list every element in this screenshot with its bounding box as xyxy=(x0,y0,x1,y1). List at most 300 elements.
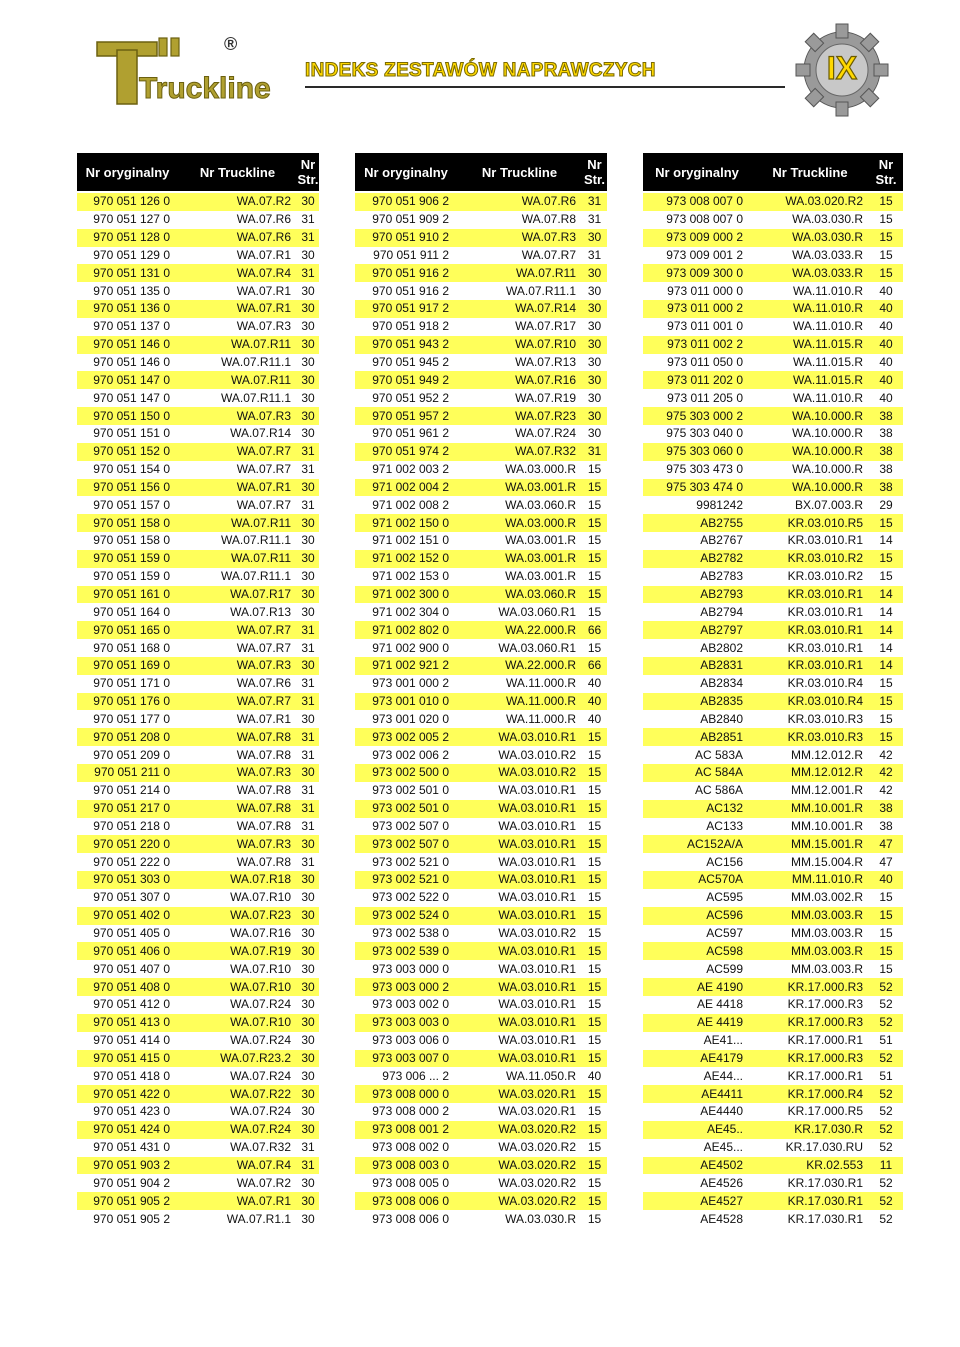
truckline-number-cell: WA.03.020.R2 xyxy=(457,1174,582,1192)
truckline-number-cell: WA.07.R1 xyxy=(178,247,297,265)
truckline-number-cell: WA.07.R2 xyxy=(178,1174,297,1192)
original-number-cell: 970 051 423 0 xyxy=(77,1103,178,1121)
table-row xyxy=(77,479,319,497)
table-row xyxy=(77,532,319,550)
table-row xyxy=(355,657,607,675)
table-row xyxy=(643,407,903,425)
table-row xyxy=(643,192,903,211)
truckline-number-cell: WA.11.010.R xyxy=(751,282,869,300)
table-row xyxy=(355,514,607,532)
original-number-cell: 973 003 003 0 xyxy=(355,1014,457,1032)
page-number-cell: 30 xyxy=(582,318,607,336)
truckline-number-cell: WA.10.000.R xyxy=(751,425,869,443)
index-column-3 xyxy=(643,153,903,1228)
truckline-number-cell: MM.03.003.R xyxy=(751,907,869,925)
truckline-number-cell: WA.03.010.R2 xyxy=(457,746,582,764)
page-number-cell: 15 xyxy=(582,996,607,1014)
truckline-number-cell: WA.07.R14 xyxy=(178,425,297,443)
truckline-number-cell: WA.03.010.R1 xyxy=(457,800,582,818)
original-number-cell: 970 051 171 0 xyxy=(77,675,178,693)
page-number-cell: 15 xyxy=(869,925,903,943)
table-row xyxy=(77,925,319,943)
truckline-number-cell: KR.17.030.RU xyxy=(751,1139,869,1157)
page-number-cell: 30 xyxy=(297,889,319,907)
original-number-cell: 973 002 006 2 xyxy=(355,746,457,764)
original-number-cell: 970 051 905 2 xyxy=(77,1210,178,1228)
truckline-number-cell: KR.03.010.R3 xyxy=(751,728,869,746)
page-number-cell: 40 xyxy=(869,336,903,354)
page-number-cell: 40 xyxy=(869,389,903,407)
table-row xyxy=(643,657,903,675)
table-row xyxy=(643,800,903,818)
truckline-number-cell: WA.03.060.R xyxy=(457,586,582,604)
truckline-number-cell: WA.03.010.R1 xyxy=(457,853,582,871)
truckline-number-cell: WA.03.010.R1 xyxy=(457,942,582,960)
table-row xyxy=(643,282,903,300)
original-number-cell: 970 051 918 2 xyxy=(355,318,457,336)
page-number-cell: 15 xyxy=(582,960,607,978)
truckline-number-cell: WA.07.R11 xyxy=(178,550,297,568)
truckline-number-cell: MM.15.004.R xyxy=(751,853,869,871)
page-number-cell: 15 xyxy=(582,1103,607,1121)
page-number-cell: 30 xyxy=(582,354,607,372)
truckline-number-cell: WA.07.R10 xyxy=(178,1014,297,1032)
truckline-logo xyxy=(95,36,271,108)
original-number-cell: 973 008 002 0 xyxy=(355,1139,457,1157)
table-row xyxy=(355,853,607,871)
original-number-cell: AC152A/A xyxy=(643,835,751,853)
truckline-number-cell: KR.17.000.R5 xyxy=(751,1103,869,1121)
truckline-number-cell: WA.03.001.R xyxy=(457,550,582,568)
page-number-cell: 38 xyxy=(869,443,903,461)
truckline-number-cell: KR.17.000.R1 xyxy=(751,1032,869,1050)
table-row xyxy=(643,764,903,782)
truckline-number-cell: WA.07.R14 xyxy=(457,300,582,318)
page-number-cell: 30 xyxy=(297,978,319,996)
table-row xyxy=(77,211,319,229)
original-number-cell: 970 051 159 0 xyxy=(77,568,178,586)
original-number-cell: AC 584A xyxy=(643,764,751,782)
page-number-cell: 40 xyxy=(869,282,903,300)
truckline-number-cell: KR.17.000.R4 xyxy=(751,1085,869,1103)
table-row xyxy=(77,568,319,586)
table-row xyxy=(643,639,903,657)
table-row xyxy=(355,300,607,318)
page-number-cell: 38 xyxy=(869,461,903,479)
truckline-number-cell: WA.03.010.R1 xyxy=(457,907,582,925)
truckline-number-cell: WA.07.R11 xyxy=(178,514,297,532)
table-row xyxy=(355,1174,607,1192)
page-number-cell: 30 xyxy=(582,389,607,407)
original-number-cell: 970 051 176 0 xyxy=(77,693,178,711)
truckline-number-cell: WA.07.R3 xyxy=(178,764,297,782)
table-row xyxy=(643,835,903,853)
truckline-number-cell: WA.10.000.R xyxy=(751,479,869,497)
original-number-cell: 970 051 412 0 xyxy=(77,996,178,1014)
table-row xyxy=(643,925,903,943)
truckline-number-cell: WA.03.033.R xyxy=(751,264,869,282)
truckline-number-cell: WA.07.R6 xyxy=(178,675,297,693)
page-number-cell: 31 xyxy=(297,800,319,818)
original-number-cell: AC132 xyxy=(643,800,751,818)
truckline-number-cell: WA.07.R24 xyxy=(178,1032,297,1050)
truckline-number-cell: WA.07.R23 xyxy=(178,907,297,925)
table-row xyxy=(643,300,903,318)
page-number-cell: 40 xyxy=(582,1067,607,1085)
page-number-cell: 30 xyxy=(297,425,319,443)
truckline-number-cell: MM.03.002.R xyxy=(751,889,869,907)
table-row xyxy=(355,1014,607,1032)
table-row xyxy=(355,1210,607,1228)
table-row xyxy=(643,782,903,800)
truckline-number-cell: KR.17.000.R3 xyxy=(751,1050,869,1068)
page-number-cell: 15 xyxy=(869,942,903,960)
page-number-cell: 15 xyxy=(582,835,607,853)
original-number-cell: 973 002 521 0 xyxy=(355,853,457,871)
original-number-cell: 970 051 222 0 xyxy=(77,853,178,871)
table-row xyxy=(643,247,903,265)
page-number-cell: 11 xyxy=(869,1157,903,1175)
page-number-cell: 30 xyxy=(297,479,319,497)
page-number-cell: 42 xyxy=(869,746,903,764)
truckline-number-cell: WA.07.R7 xyxy=(178,621,297,639)
original-number-cell: 970 051 431 0 xyxy=(77,1139,178,1157)
page-number-cell: 52 xyxy=(869,1174,903,1192)
page-number-cell: 30 xyxy=(297,710,319,728)
original-number-cell: AE4526 xyxy=(643,1174,751,1192)
page-number-cell: 29 xyxy=(869,496,903,514)
page-header xyxy=(0,0,960,140)
truckline-number-cell: WA.03.030.R xyxy=(751,229,869,247)
page-number-cell: 15 xyxy=(582,978,607,996)
table-row xyxy=(355,389,607,407)
original-number-cell: AB2834 xyxy=(643,675,751,693)
page-number-cell: 38 xyxy=(869,407,903,425)
original-number-cell: AB2793 xyxy=(643,586,751,604)
truckline-number-cell: WA.07.R1 xyxy=(178,710,297,728)
original-number-cell: 973 002 539 0 xyxy=(355,942,457,960)
truckline-number-cell: KR.03.010.R5 xyxy=(751,514,869,532)
original-number-cell: AE45.. xyxy=(643,1121,751,1139)
truckline-number-cell: WA.03.001.R xyxy=(457,568,582,586)
table-row xyxy=(77,300,319,318)
table-row xyxy=(77,336,319,354)
truckline-number-cell: WA.07.R10 xyxy=(178,978,297,996)
index-table-2 xyxy=(355,153,607,1228)
original-number-cell: 970 051 414 0 xyxy=(77,1032,178,1050)
truckline-number-cell: MM.03.003.R xyxy=(751,960,869,978)
truckline-number-cell: WA.07.R6 xyxy=(457,192,582,211)
page-number-cell: 31 xyxy=(297,639,319,657)
page-number-cell: 30 xyxy=(297,1085,319,1103)
page-number-cell: 14 xyxy=(869,603,903,621)
table-row xyxy=(355,603,607,621)
original-number-cell: 971 002 921 2 xyxy=(355,657,457,675)
original-number-cell: 970 051 128 0 xyxy=(77,229,178,247)
original-number-cell: 970 051 405 0 xyxy=(77,925,178,943)
page-number-cell: 52 xyxy=(869,1210,903,1228)
truckline-number-cell: WA.03.030.R xyxy=(751,211,869,229)
table-row xyxy=(643,710,903,728)
original-number-cell: AC 583A xyxy=(643,746,751,764)
header-page-number: Nr Str. xyxy=(869,153,903,192)
page-number-cell: 30 xyxy=(297,907,319,925)
truckline-number-cell: WA.03.020.R2 xyxy=(457,1139,582,1157)
table-row xyxy=(77,764,319,782)
original-number-cell: 970 051 146 0 xyxy=(77,354,178,372)
original-number-cell: 970 051 154 0 xyxy=(77,461,178,479)
original-number-cell: 973 002 521 0 xyxy=(355,871,457,889)
truckline-number-cell: WA.22.000.R xyxy=(457,621,582,639)
table-row xyxy=(77,907,319,925)
truckline-number-cell: KR.17.030.R1 xyxy=(751,1210,869,1228)
truckline-number-cell: WA.07.R7 xyxy=(178,461,297,479)
original-number-cell: 970 051 177 0 xyxy=(77,710,178,728)
truckline-number-cell: WA.07.R8 xyxy=(178,818,297,836)
page-number-cell: 15 xyxy=(582,889,607,907)
page-number-cell: 31 xyxy=(297,264,319,282)
page-number-cell: 15 xyxy=(582,818,607,836)
table-row xyxy=(355,942,607,960)
page-number-cell: 15 xyxy=(582,1192,607,1210)
original-number-cell: 970 051 909 2 xyxy=(355,211,457,229)
table-row xyxy=(355,889,607,907)
truckline-number-cell: WA.03.020.R2 xyxy=(457,1157,582,1175)
truckline-number-cell: WA.03.020.R1 xyxy=(457,1103,582,1121)
page-number-cell: 15 xyxy=(869,514,903,532)
table-row xyxy=(355,282,607,300)
table-row xyxy=(355,1050,607,1068)
original-number-cell: 973 008 006 0 xyxy=(355,1192,457,1210)
truckline-number-cell: WA.07.R23 xyxy=(457,407,582,425)
original-number-cell: 970 051 165 0 xyxy=(77,621,178,639)
page-number-cell: 31 xyxy=(297,853,319,871)
truckline-number-cell: WA.07.R19 xyxy=(178,942,297,960)
truckline-number-cell: WA.07.R6 xyxy=(178,229,297,247)
truckline-number-cell: WA.03.010.R1 xyxy=(457,960,582,978)
original-number-cell: 970 051 303 0 xyxy=(77,871,178,889)
table-row xyxy=(77,871,319,889)
truckline-number-cell: WA.07.R8 xyxy=(178,728,297,746)
page-number-cell: 30 xyxy=(297,1103,319,1121)
page-number-cell: 15 xyxy=(582,764,607,782)
original-number-cell: AE4411 xyxy=(643,1085,751,1103)
table-row xyxy=(643,693,903,711)
truckline-number-cell: WA.03.010.R1 xyxy=(457,978,582,996)
table-row xyxy=(77,514,319,532)
original-number-cell: AE44... xyxy=(643,1067,751,1085)
table-row xyxy=(77,675,319,693)
original-number-cell: 975 303 060 0 xyxy=(643,443,751,461)
table-row xyxy=(77,496,319,514)
page-number-cell: 14 xyxy=(869,532,903,550)
page-number-cell: 40 xyxy=(869,354,903,372)
page-number-cell: 30 xyxy=(297,532,319,550)
table-row xyxy=(77,1121,319,1139)
truckline-number-cell: MM.12.012.R xyxy=(751,746,869,764)
truckline-number-cell: WA.11.010.R xyxy=(751,389,869,407)
page-number-cell: 30 xyxy=(297,1067,319,1085)
table-row xyxy=(77,282,319,300)
table-row xyxy=(77,657,319,675)
original-number-cell: AB2802 xyxy=(643,639,751,657)
original-number-cell: 973 002 524 0 xyxy=(355,907,457,925)
original-number-cell: AB2783 xyxy=(643,568,751,586)
original-number-cell: AC599 xyxy=(643,960,751,978)
truckline-number-cell: WA.03.010.R1 xyxy=(457,782,582,800)
table-row xyxy=(77,818,319,836)
page-number-cell: 30 xyxy=(297,871,319,889)
truckline-number-cell: WA.07.R8 xyxy=(178,853,297,871)
table-row xyxy=(643,942,903,960)
page-number-cell: 15 xyxy=(582,479,607,497)
page-number-cell: 30 xyxy=(297,942,319,960)
truckline-number-cell: WA.03.020.R2 xyxy=(457,1192,582,1210)
page-number-cell: 38 xyxy=(869,818,903,836)
page-number-cell: 31 xyxy=(297,746,319,764)
table-row xyxy=(643,1050,903,1068)
table-row xyxy=(643,211,903,229)
truckline-number-cell: WA.07.R8 xyxy=(178,800,297,818)
table-row xyxy=(355,978,607,996)
table-row xyxy=(643,978,903,996)
table-row xyxy=(355,782,607,800)
index-column-1 xyxy=(77,153,319,1228)
original-number-cell: AB2755 xyxy=(643,514,751,532)
page-number-cell: 30 xyxy=(297,996,319,1014)
page-number-cell: 31 xyxy=(297,728,319,746)
truckline-number-cell: WA.03.000.R xyxy=(457,461,582,479)
truckline-number-cell: WA.07.R10 xyxy=(457,336,582,354)
truckline-number-cell: WA.07.R16 xyxy=(457,371,582,389)
original-number-cell: 971 002 153 0 xyxy=(355,568,457,586)
page-number-cell: 30 xyxy=(297,300,319,318)
table-row xyxy=(355,425,607,443)
page-number-cell: 15 xyxy=(869,229,903,247)
truckline-number-cell: WA.07.R1.1 xyxy=(178,1210,297,1228)
original-number-cell: 973 002 500 0 xyxy=(355,764,457,782)
page-number-cell: 30 xyxy=(297,192,319,211)
page-number-cell: 52 xyxy=(869,1192,903,1210)
table-row xyxy=(355,1157,607,1175)
original-number-cell: AE41... xyxy=(643,1032,751,1050)
original-number-cell: 970 051 916 2 xyxy=(355,264,457,282)
original-number-cell: 970 051 307 0 xyxy=(77,889,178,907)
table-row xyxy=(355,746,607,764)
header-truckline-number: Nr Truckline xyxy=(178,153,297,192)
original-number-cell: 970 051 917 2 xyxy=(355,300,457,318)
page-number-cell: 52 xyxy=(869,1139,903,1157)
original-number-cell: 970 051 208 0 xyxy=(77,728,178,746)
page-number-cell: 15 xyxy=(582,586,607,604)
header-truckline-number: Nr Truckline xyxy=(751,153,869,192)
original-number-cell: 970 051 164 0 xyxy=(77,603,178,621)
table-header-row xyxy=(77,153,319,192)
original-number-cell: 970 051 214 0 xyxy=(77,782,178,800)
page-number-cell: 15 xyxy=(582,746,607,764)
table-row xyxy=(77,192,319,211)
table-body-3 xyxy=(643,192,903,1228)
page-number-cell: 30 xyxy=(297,960,319,978)
original-number-cell: 970 051 211 0 xyxy=(77,764,178,782)
page-number-cell: 15 xyxy=(869,247,903,265)
truckline-number-cell: KR.03.010.R1 xyxy=(751,639,869,657)
truckline-number-cell: WA.03.010.R1 xyxy=(457,1014,582,1032)
page-number-cell: 15 xyxy=(582,1121,607,1139)
truckline-number-cell: WA.03.010.R2 xyxy=(457,764,582,782)
page-number-cell: 30 xyxy=(297,407,319,425)
original-number-cell: 973 008 000 2 xyxy=(355,1103,457,1121)
table-row xyxy=(355,800,607,818)
table-row xyxy=(643,1121,903,1139)
page-number-cell: 31 xyxy=(297,818,319,836)
page-number-cell: 31 xyxy=(297,1157,319,1175)
original-number-cell: 971 002 008 2 xyxy=(355,496,457,514)
table-row xyxy=(77,389,319,407)
table-row xyxy=(355,318,607,336)
original-number-cell: 970 051 152 0 xyxy=(77,443,178,461)
original-number-cell: 970 051 147 0 xyxy=(77,371,178,389)
truckline-number-cell: WA.07.R24 xyxy=(178,996,297,1014)
original-number-cell: 973 011 050 0 xyxy=(643,354,751,372)
table-body-1 xyxy=(77,192,319,1228)
truckline-number-cell: WA.03.010.R1 xyxy=(457,996,582,1014)
original-number-cell: AE4440 xyxy=(643,1103,751,1121)
table-row xyxy=(355,996,607,1014)
table-row xyxy=(77,710,319,728)
original-number-cell: AC156 xyxy=(643,853,751,871)
truckline-number-cell: WA.11.000.R xyxy=(457,710,582,728)
truckline-number-cell: WA.11.010.R xyxy=(751,300,869,318)
table-row xyxy=(643,746,903,764)
truckline-number-cell: WA.07.R7 xyxy=(178,443,297,461)
truckline-number-cell: MM.12.001.R xyxy=(751,782,869,800)
truckline-number-cell: WA.03.033.R xyxy=(751,247,869,265)
truckline-number-cell: WA.07.R10 xyxy=(178,960,297,978)
original-number-cell: 973 011 202 0 xyxy=(643,371,751,389)
table-row xyxy=(355,568,607,586)
page-number-cell: 30 xyxy=(582,371,607,389)
original-number-cell: 971 002 802 0 xyxy=(355,621,457,639)
page-number-cell: 15 xyxy=(582,550,607,568)
page-number-cell: 30 xyxy=(297,1174,319,1192)
table-row xyxy=(643,514,903,532)
page-number-cell: 30 xyxy=(297,568,319,586)
table-row xyxy=(355,264,607,282)
page-number-cell: 15 xyxy=(869,710,903,728)
truckline-number-cell: WA.03.010.R1 xyxy=(457,728,582,746)
table-row xyxy=(643,389,903,407)
page-number-cell: 30 xyxy=(582,282,607,300)
original-number-cell: 973 008 007 0 xyxy=(643,192,751,211)
page-number-cell: 15 xyxy=(582,1032,607,1050)
original-number-cell: 970 051 131 0 xyxy=(77,264,178,282)
table-row xyxy=(355,925,607,943)
truckline-number-cell: WA.11.000.R xyxy=(457,675,582,693)
original-number-cell: 973 001 020 0 xyxy=(355,710,457,728)
truckline-number-cell: WA.07.R19 xyxy=(457,389,582,407)
page-number-cell: 30 xyxy=(297,1032,319,1050)
table-row xyxy=(355,192,607,211)
page-number-cell: 31 xyxy=(297,693,319,711)
truckline-number-cell: WA.10.000.R xyxy=(751,407,869,425)
page-number-cell: 40 xyxy=(869,871,903,889)
page-number-cell: 52 xyxy=(869,978,903,996)
page-number-cell: 15 xyxy=(869,675,903,693)
original-number-cell: 973 009 300 0 xyxy=(643,264,751,282)
original-number-cell: AB2797 xyxy=(643,621,751,639)
table-row xyxy=(77,1067,319,1085)
